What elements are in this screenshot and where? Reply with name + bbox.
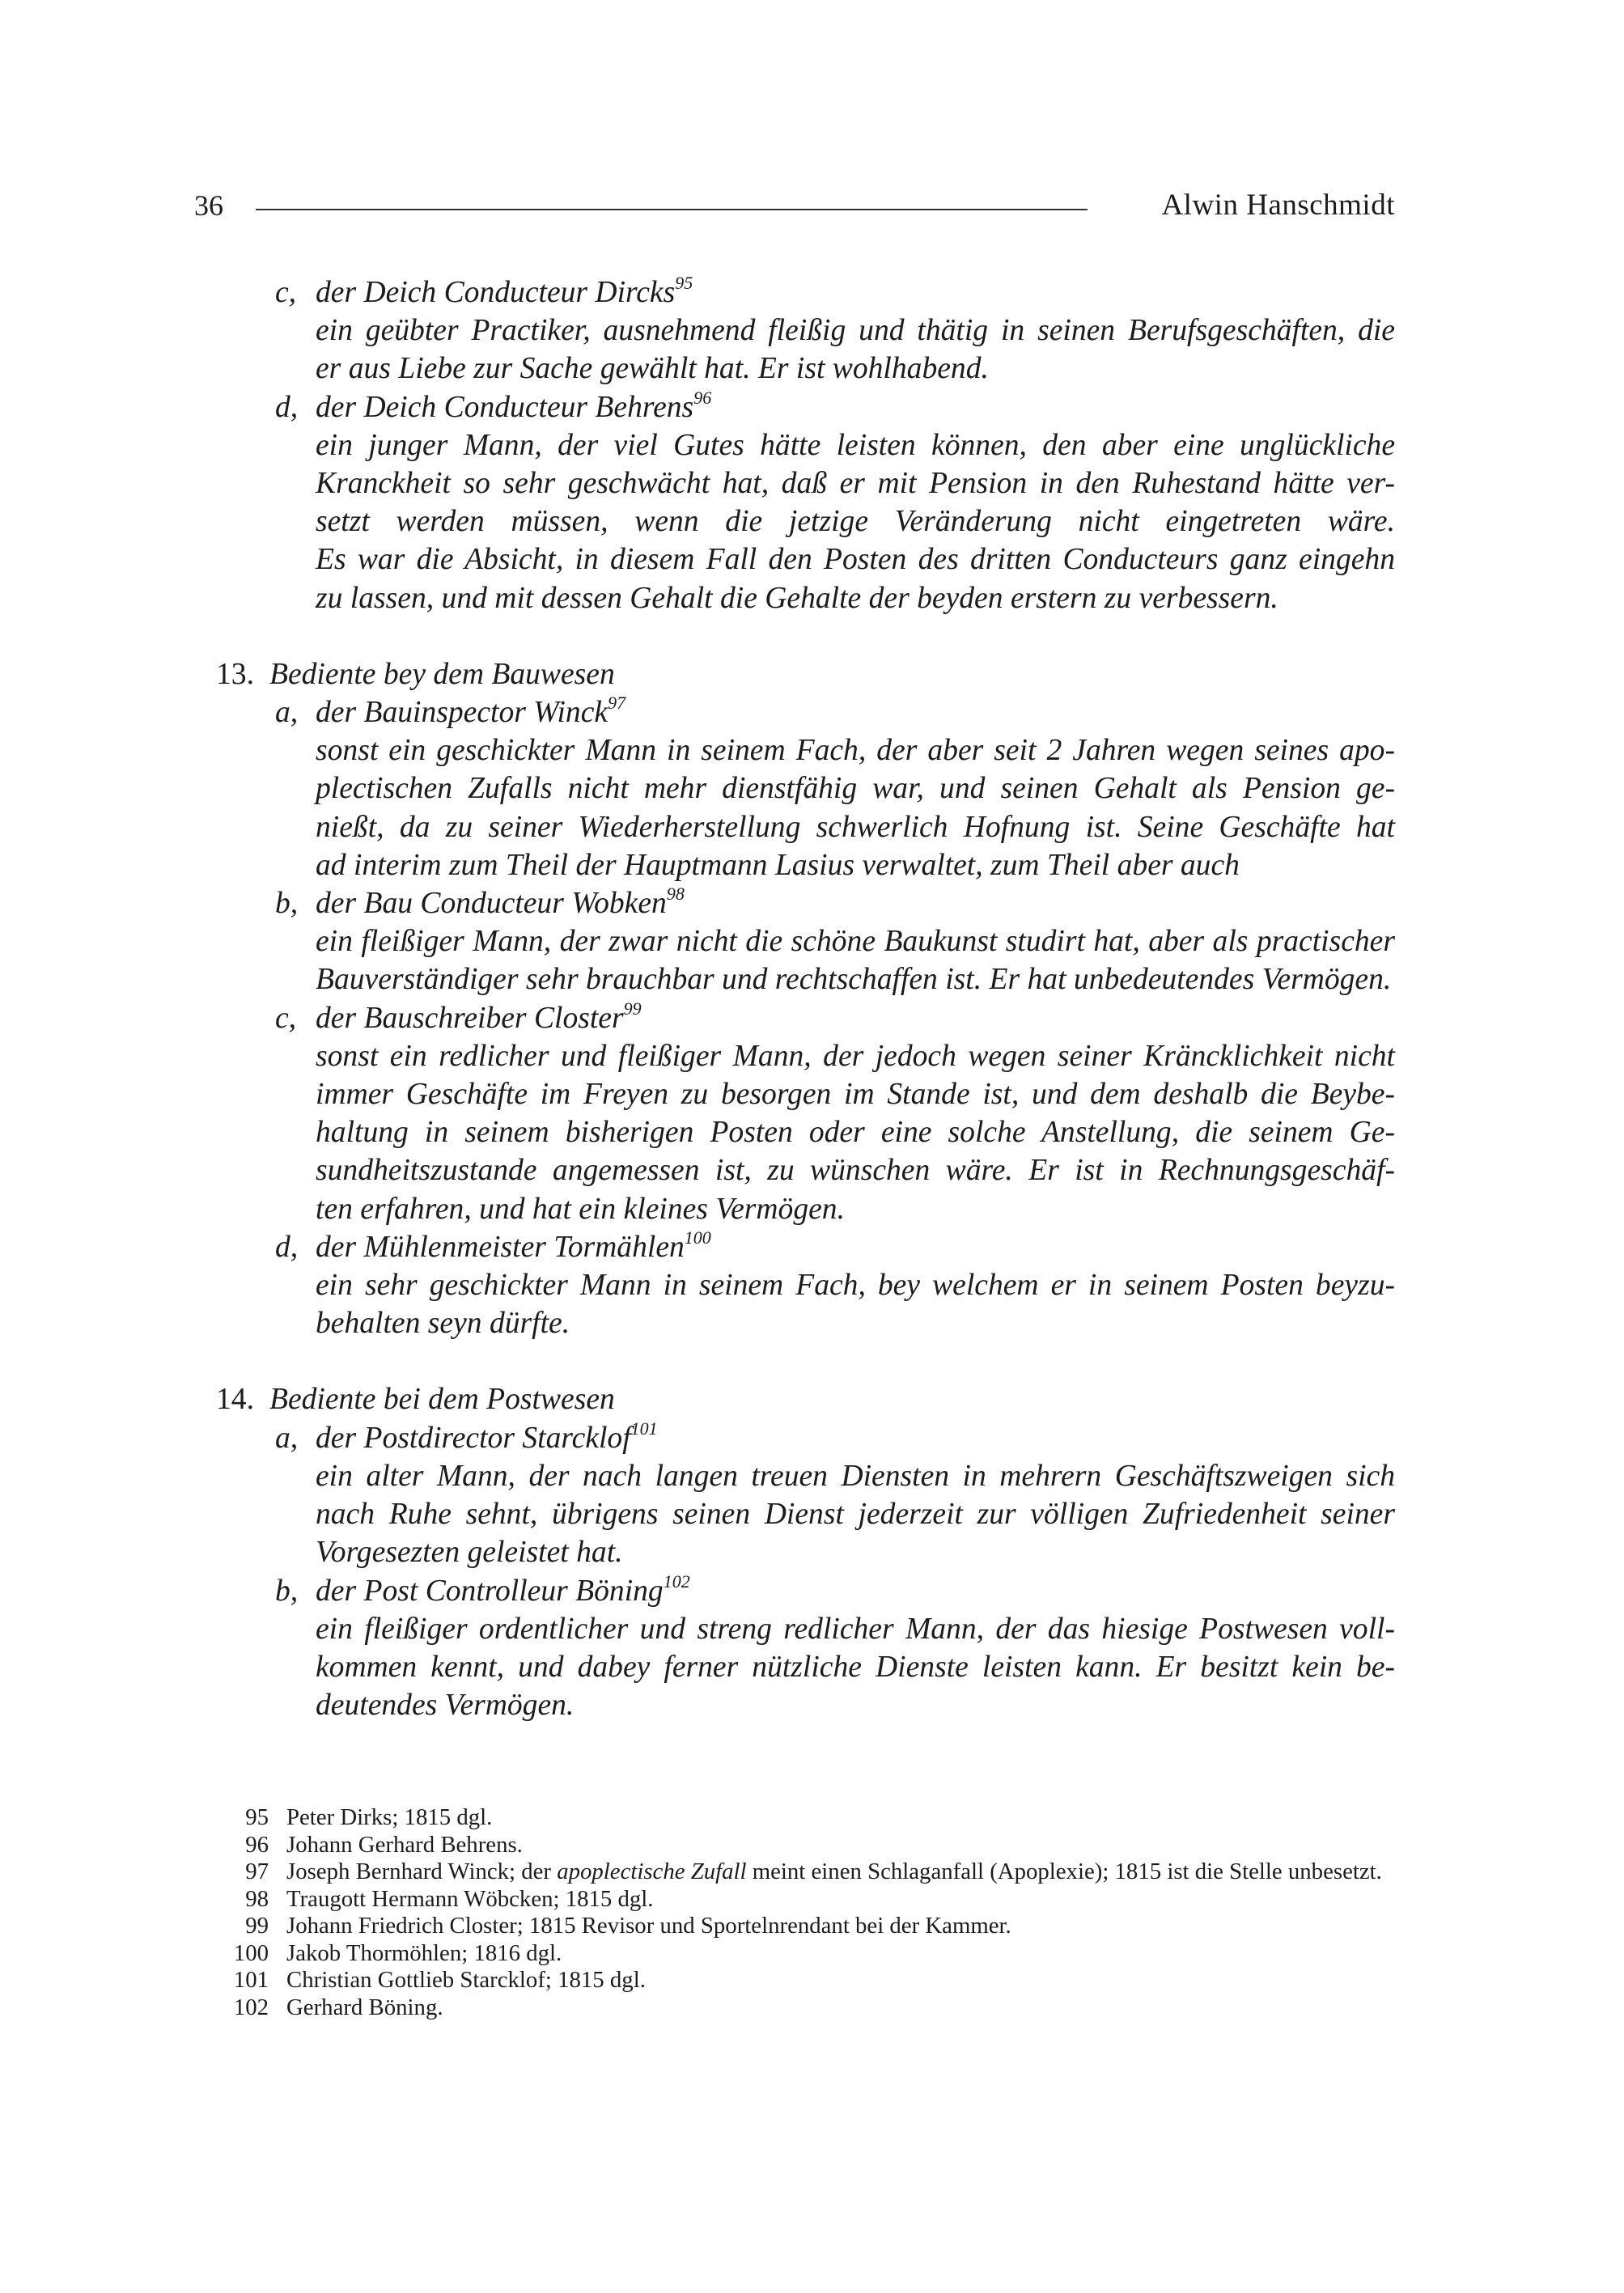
list-item: [194, 388, 1395, 617]
item-name: der Deich Conducteur Behrens: [316, 390, 694, 424]
section-gap: [194, 1342, 1395, 1380]
list-item: [194, 1228, 1395, 1343]
item-text-line: ten erfahren, und hat ein kleines Vermögen.: [316, 1192, 845, 1226]
item-name: der Mühlenmeister Tormählen: [316, 1230, 685, 1264]
footnote-text: [286, 1859, 1395, 1886]
footnote-number: 96: [245, 1831, 269, 1858]
item-text-line: ein fleißiger Mann, der zwar nicht die schöne Baukunst studirt hat, aber als practischer: [316, 925, 1395, 959]
running-head: Alwin Hanschmidt: [1161, 189, 1395, 222]
footnote-ref: 98: [666, 884, 685, 905]
footnote: [212, 1832, 1395, 1859]
footnote: [212, 1804, 1395, 1832]
item-text-line: setzt werden müssen, wenn die jetzige Veränderung nicht eingetreten wäre.: [316, 505, 1395, 539]
footnote-number: 99: [245, 1913, 269, 1939]
item-name-line: [275, 1228, 1395, 1266]
footnote-number: 97: [245, 1859, 269, 1884]
footnote-ref: 99: [623, 998, 642, 1019]
footnote-number: 100: [233, 1939, 269, 1966]
section-number: 14.: [216, 1383, 254, 1417]
footnote-text: Gerhard Böning.: [286, 1994, 443, 2020]
item-name-line: [275, 273, 1395, 312]
section-heading: [194, 655, 1395, 693]
footnote-ref: 102: [663, 1570, 690, 1592]
item-label: b,: [275, 1574, 299, 1608]
footnotes: [212, 1804, 1395, 2021]
item-name: der Bauinspector Winck: [316, 696, 608, 730]
footnote-number: 95: [245, 1804, 269, 1830]
page-number: 36: [194, 189, 223, 222]
section-heading: [194, 1380, 1395, 1418]
item-text-line: deutendes Vermögen.: [316, 1689, 575, 1723]
item-text-line: Es war die Absicht, in diesem Fall den Posten des dritten Conducteurs ganz eingehn: [316, 543, 1395, 577]
item-text-line: ein junger Mann, der viel Gutes hätte leisten können, den aber eine unglückliche: [316, 428, 1395, 462]
section-gap: [194, 617, 1395, 655]
footnote: [212, 1859, 1395, 1886]
item-label: d,: [275, 390, 299, 424]
footnote-number: 98: [245, 1885, 269, 1912]
item-name: der Deich Conducteur Dircks: [316, 276, 676, 309]
item-text-line: ein fleißiger ordentlicher und streng redlicher Mann, der das hiesige Postwesen voll-: [316, 1612, 1395, 1646]
footnote-ref: 96: [693, 387, 712, 408]
footnote-ref: 101: [630, 1418, 658, 1439]
list-item: [194, 884, 1395, 999]
item-name-line: [275, 693, 1395, 731]
footnote-ref: 97: [608, 693, 626, 714]
document-body: [194, 273, 1395, 1724]
footnote: [212, 1967, 1395, 1994]
item-name-line: [275, 388, 1395, 426]
item-name: der Bau Conducteur Wobken: [316, 887, 667, 921]
item-label: a,: [275, 1421, 299, 1455]
item-text-line: Kranckheit so sehr geschwächt hat, daß er mit Pension in den Ruhestand hätte ver-: [316, 467, 1395, 501]
item-text-line: ein sehr geschickter Mann in seinem Fach, bey welchem er in seinem Posten beyzu-: [316, 1269, 1395, 1303]
item-text-line: Bauverständiger sehr brauchbar und rechtschaffen ist. Er hat unbedeutendes Vermögen.: [316, 963, 1392, 997]
section: [194, 1380, 1395, 1724]
item-text-line: immer Geschäfte im Freyen zu besorgen im Stande ist, und dem deshalb die Beybe-: [316, 1078, 1395, 1112]
footnote: [212, 1886, 1395, 1914]
section: [194, 273, 1395, 617]
list-item: [194, 999, 1395, 1228]
footnote-emphasis: apoplectische Zufall: [557, 1859, 747, 1884]
item-label: a,: [275, 696, 299, 730]
footnote: [212, 1940, 1395, 1968]
item-label: b,: [275, 887, 299, 921]
footnote: [212, 1994, 1395, 2022]
item-text-line: behalten seyn dürfte.: [316, 1307, 570, 1341]
item-text-line: plectischen Zufalls nicht mehr dienstfähig war, und seinen Gehalt als Pension ge-: [316, 772, 1395, 806]
section-title: Bediente bey dem Bauwesen: [269, 657, 615, 691]
item-text-line: nießt, da zu seiner Wiederherstellung schwerlich Hofnung ist. Seine Geschäfte hat: [316, 810, 1395, 844]
section-number: 13.: [216, 657, 254, 691]
item-text-line: haltung in seinem bisherigen Posten oder eine solche Anstellung, die seinem Ge-: [316, 1116, 1395, 1150]
item-name: der Postdirector Starcklof: [316, 1421, 631, 1455]
footnote-text-part: meint einen Schlaganfall (Apoplexie); 1815 ist die Stelle unbesetzt.: [746, 1859, 1382, 1884]
list-item: [194, 273, 1395, 388]
item-name: der Bauschreiber Closter: [316, 1001, 624, 1035]
item-text-line: er aus Liebe zur Sache gewählt hat. Er ist wohlhabend.: [316, 352, 989, 386]
item-text-line: sonst ein redlicher und fleißiger Mann, der jedoch wegen seiner Kräncklichkeit nicht: [316, 1039, 1395, 1073]
footnote: [212, 1913, 1395, 1940]
item-text-line: Vorgesezten geleistet hat.: [316, 1536, 623, 1570]
item-label: c,: [275, 1001, 297, 1035]
item-text-line: zu lassen, und mit dessen Gehalt die Gehalte der beyden erstern zu verbessern.: [316, 581, 1278, 615]
item-text-line: kommen kennt, und dabey ferner nützliche Dienste leisten kann. Er besitzt kein be-: [316, 1650, 1395, 1684]
item-text-line: sonst ein geschickter Mann in seinem Fach, der aber seit 2 Jahren wegen seines apo-: [316, 734, 1395, 768]
item-text-line: ein geübter Practiker, ausnehmend fleißig und thätig in seinen Berufsgeschäften, die: [316, 314, 1395, 348]
section: [194, 655, 1395, 1343]
section-title: Bediente bei dem Postwesen: [269, 1383, 615, 1417]
list-item: [194, 1419, 1395, 1572]
footnote-ref: 100: [684, 1227, 711, 1248]
item-name: der Post Controlleur Böning: [316, 1574, 664, 1608]
footnote-ref: 95: [675, 273, 693, 293]
item-text-line: nach Ruhe sehnt, übrigens seinen Dienst jederzeit zur völligen Zufriedenheit seiner: [316, 1498, 1395, 1532]
item-label: d,: [275, 1230, 299, 1264]
item-label: c,: [275, 276, 297, 309]
item-text-line: ad interim zum Theil der Hauptmann Lasius verwaltet, zum Theil aber auch: [316, 848, 1240, 882]
list-item: [194, 693, 1395, 884]
item-text-line: sundheitszustande angemessen ist, zu wünschen wäre. Er ist in Rechnungsgeschäf-: [316, 1154, 1395, 1188]
footnote-text: Peter Dirks; 1815 dgl.: [286, 1804, 493, 1830]
item-name-line: [275, 1419, 1395, 1457]
item-text-line: ein alter Mann, der nach langen treuen Diensten in mehrern Geschäftszweigen sich: [316, 1459, 1395, 1493]
footnote-text: Christian Gottlieb Starcklof; 1815 dgl.: [286, 1967, 646, 1993]
footnote-text: Johann Friedrich Closter; 1815 Revisor und Sportelnrendant bei der Kammer.: [286, 1913, 1011, 1939]
footnote-text: Jakob Thormöhlen; 1816 dgl.: [286, 1939, 562, 1966]
footnote-text-part: Joseph Bernhard Winck; der: [286, 1859, 558, 1884]
footnote-text: Johann Gerhard Behrens.: [286, 1831, 523, 1858]
page-header: [194, 184, 1395, 233]
header-rule: [256, 209, 1088, 210]
list-item: [194, 1572, 1395, 1725]
footnote-text: Traugott Hermann Wöbcken; 1815 dgl.: [286, 1885, 654, 1912]
footnote-number: 101: [233, 1967, 269, 1993]
footnote-number: 102: [233, 1994, 269, 2020]
item-name-line: [275, 999, 1395, 1037]
item-name-line: [275, 884, 1395, 922]
item-name-line: [275, 1572, 1395, 1610]
